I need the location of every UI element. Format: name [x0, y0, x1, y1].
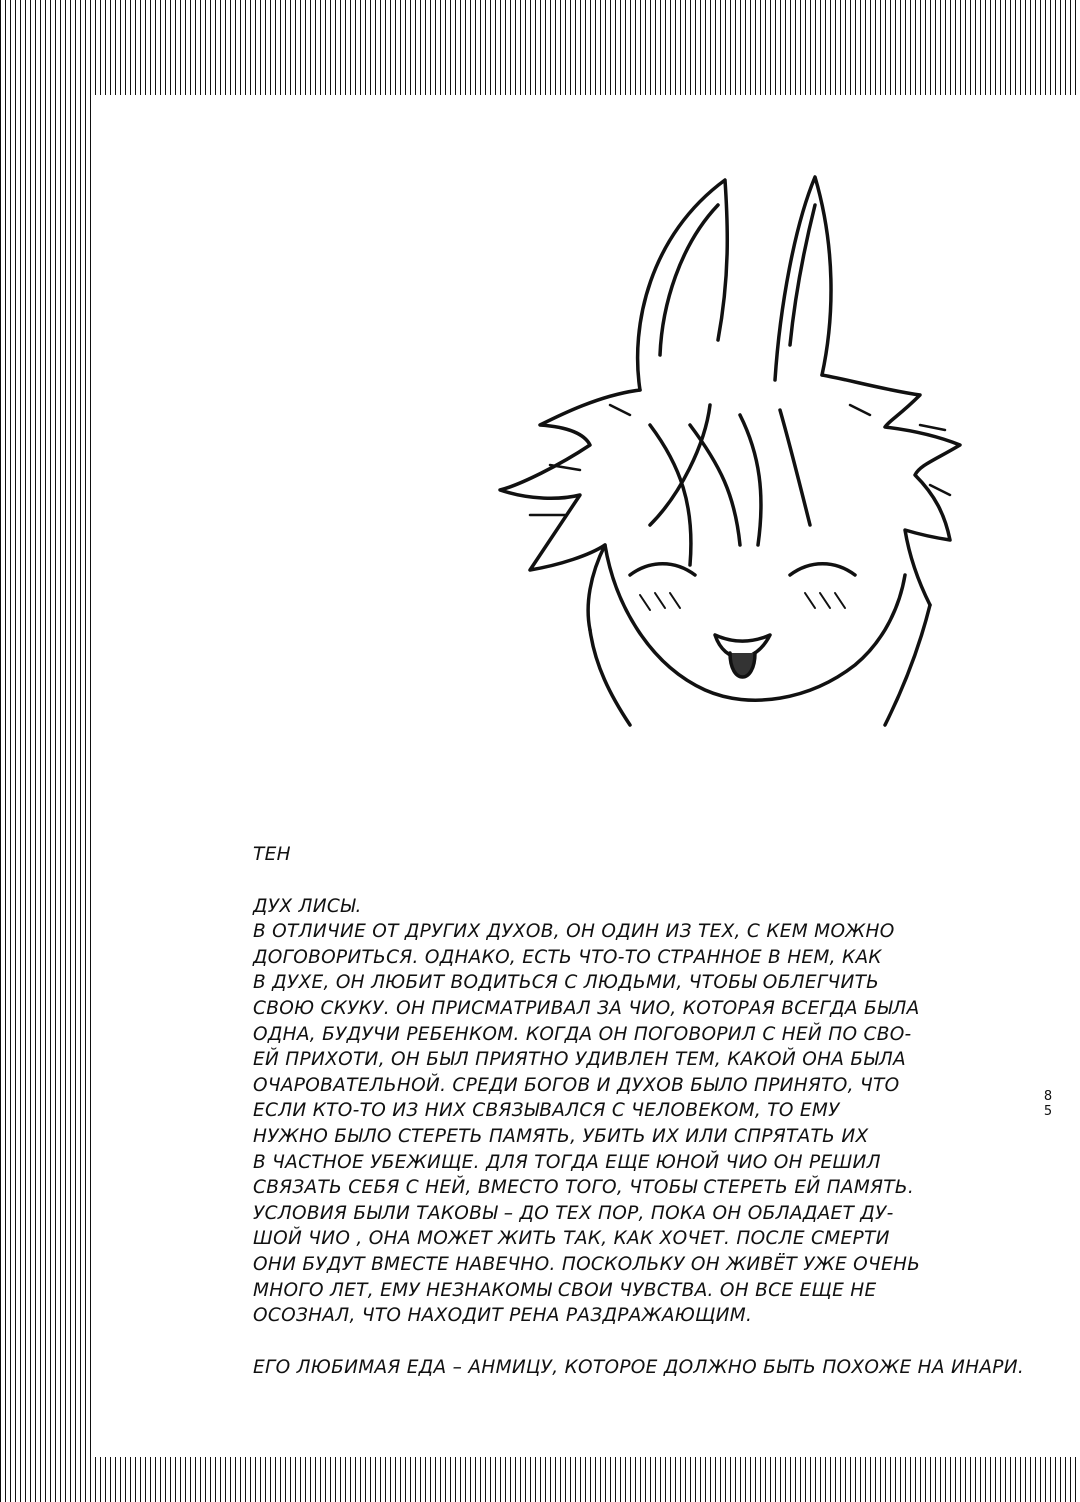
fox-spirit-head-icon — [490, 165, 970, 755]
left-ear-inner — [660, 205, 718, 355]
right-ear-inner — [790, 205, 815, 345]
side-lock-right — [885, 605, 930, 725]
blush-left — [640, 593, 680, 610]
bangs — [650, 405, 810, 565]
favorite-food: ЕГО ЛЮБИМАЯ ЕДА – АНМИЦУ, КОТОРОЕ ДОЛЖНО БЫТЬ ПОХОЖЕ НА ИНАРИ. — [253, 1356, 1025, 1378]
side-lock-left — [590, 630, 630, 725]
fur-strokes — [530, 405, 950, 515]
blush-right — [805, 593, 845, 608]
tongue — [730, 653, 755, 677]
right-eye — [790, 564, 855, 575]
right-ear-outline — [775, 177, 831, 380]
character-name: ТЕН — [253, 844, 291, 865]
left-eye — [630, 564, 695, 575]
character-description: ДУХ ЛИСЫ. В ОТЛИЧИЕ ОТ ДРУГИХ ДУХОВ, ОН ОДИН ИЗ ТЕХ, С КЕМ МОЖНО ДОГОВОРИТЬСЯ. ОДНАКО, ЕСТЬ ЧТО-ТО СТРАННОЕ В НЕМ, КАК В ДУХЕ, ОН ЛЮБИТ ВОДИТЬСЯ С ЛЮДЬМИ, ЧТОБЫ ОБЛЕГЧИТЬ СВОЮ СКУКУ. ОН ПРИСМАТРИВАЛ ЗА ЧИО, КОТОРАЯ ВСЕГДА БЫЛА ОДНА, БУДУЧИ РЕБЕНКОМ. КОГДА ОН ПОГОВОРИЛ С НЕЙ ПО СВО- ЕЙ ПРИХОТИ, ОН БЫЛ ПРИЯТНО УДИВЛЕН ТЕМ, КАКОЙ ОНА БЫЛА ОЧАРОВАТЕЛЬНОЙ. СРЕДИ БОГОВ И ДУХОВ БЫЛО ПРИНЯТО, ЧТО ЕСЛИ КТО-ТО ИЗ НИХ СВЯЗЫВАЛСЯ С ЧЕЛОВЕКОМ, ТО ЕМУ НУЖНО БЫЛО СТЕРЕТЬ ПАМЯТЬ, УБИТЬ ИХ ИЛИ СПРЯТАТЬ ИХ В ЧАСТНОЕ УБЕЖИЩЕ. ДЛЯ ТОГДА ЕЩЕ ЮНОЙ ЧИО ОН РЕШИЛ СВЯЗАТЬ СЕБЯ С НЕЙ, ВМЕСТО ТОГО, ЧТОБЫ СТЕРЕТЬ ЕЙ ПАМЯТЬ. УСЛОВИЯ БЫЛИ ТАКОВЫ – ДО ТЕХ ПОР, ПОКА ОН ОБЛАДАЕТ ДУ- ШОЙ ЧИО , ОНА МОЖЕТ ЖИТЬ ТАК, КАК ХОЧЕТ. ПОСЛЕ СМЕРТИ ОНИ БУДУТ ВМЕСТЕ НАВЕЧНО. ПОСКОЛЬКУ ОН ЖИВЁТ УЖЕ ОЧЕНЬ МНОГО ЛЕТ, ЕМУ НЕЗНАКОМЫ СВОИ ЧУВСТВА. ОН ВСЕ ЕЩЕ НЕ ОСОЗНАЛ, ЧТО НАХОДИТ РЕНА РАЗДРАЖАЮЩИМ. — [253, 895, 921, 1327]
spacer — [253, 1329, 1033, 1355]
character-profile — [253, 842, 1033, 1380]
page-number: 85 — [1043, 1089, 1053, 1119]
face-outline — [605, 545, 905, 700]
page-panel — [95, 95, 1080, 1457]
